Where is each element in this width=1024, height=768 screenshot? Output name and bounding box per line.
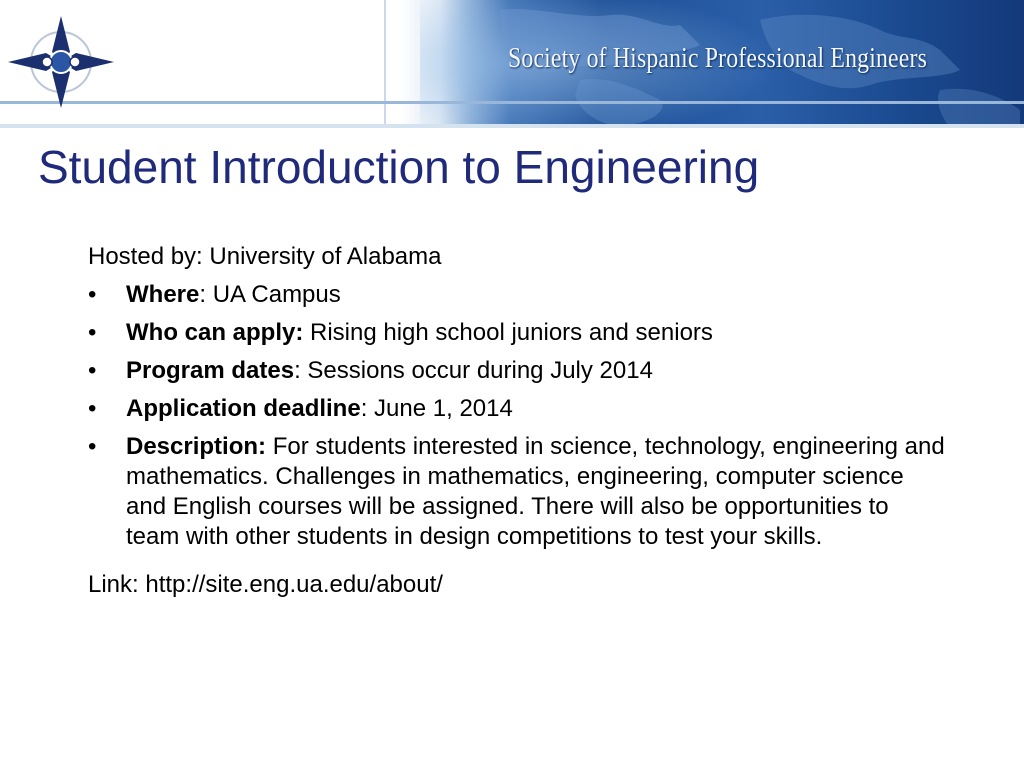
item-label: Where <box>126 281 200 308</box>
banner-rule <box>0 101 1024 104</box>
item-separator: : <box>294 357 308 384</box>
list-item <box>88 394 948 424</box>
item-label: Who can apply: <box>126 319 304 346</box>
bullet-icon: • <box>88 281 97 308</box>
list-item <box>88 356 948 386</box>
bullet-icon: • <box>88 357 97 384</box>
item-label: Description: <box>126 433 267 460</box>
item-text: June 1, 2014 <box>374 395 513 422</box>
slide-title: Student Introduction to Engineering <box>38 141 760 193</box>
banner-rule-bottom <box>0 124 1024 128</box>
hosted-by-text: Hosted by: University of Alabama <box>88 243 442 270</box>
item-separator <box>266 433 273 460</box>
banner-divider <box>384 0 386 128</box>
bullet-icon: • <box>88 395 97 422</box>
item-separator: : <box>199 281 213 308</box>
item-text: For students interested in science, technology, engineering and mathematics. Challenges in mathematics, engineering, computer science and English courses will be assigned. There will also be opportunities to team with other students in design competitions to test your skills. <box>126 433 945 550</box>
item-label: Program dates <box>126 357 295 384</box>
item-separator <box>303 319 310 346</box>
slide-body <box>88 242 948 624</box>
item-label: Application deadline <box>126 395 361 422</box>
bullet-icon: • <box>88 433 97 460</box>
header-banner <box>0 0 1024 128</box>
item-text: Sessions occur during July 2014 <box>307 357 653 384</box>
item-separator: : <box>360 395 375 422</box>
detail-list <box>88 280 948 552</box>
list-item <box>88 280 948 310</box>
list-item <box>88 432 948 552</box>
shpe-compass-logo-icon <box>6 14 116 110</box>
organization-name: Society of Hispanic Professional Engineers <box>508 42 927 74</box>
info-link[interactable]: Link: http://site.eng.ua.edu/about/ <box>88 571 443 598</box>
list-item <box>88 318 948 348</box>
bullet-icon: • <box>88 319 97 346</box>
item-text: UA Campus <box>212 281 341 308</box>
item-text: Rising high school juniors and seniors <box>310 319 713 346</box>
